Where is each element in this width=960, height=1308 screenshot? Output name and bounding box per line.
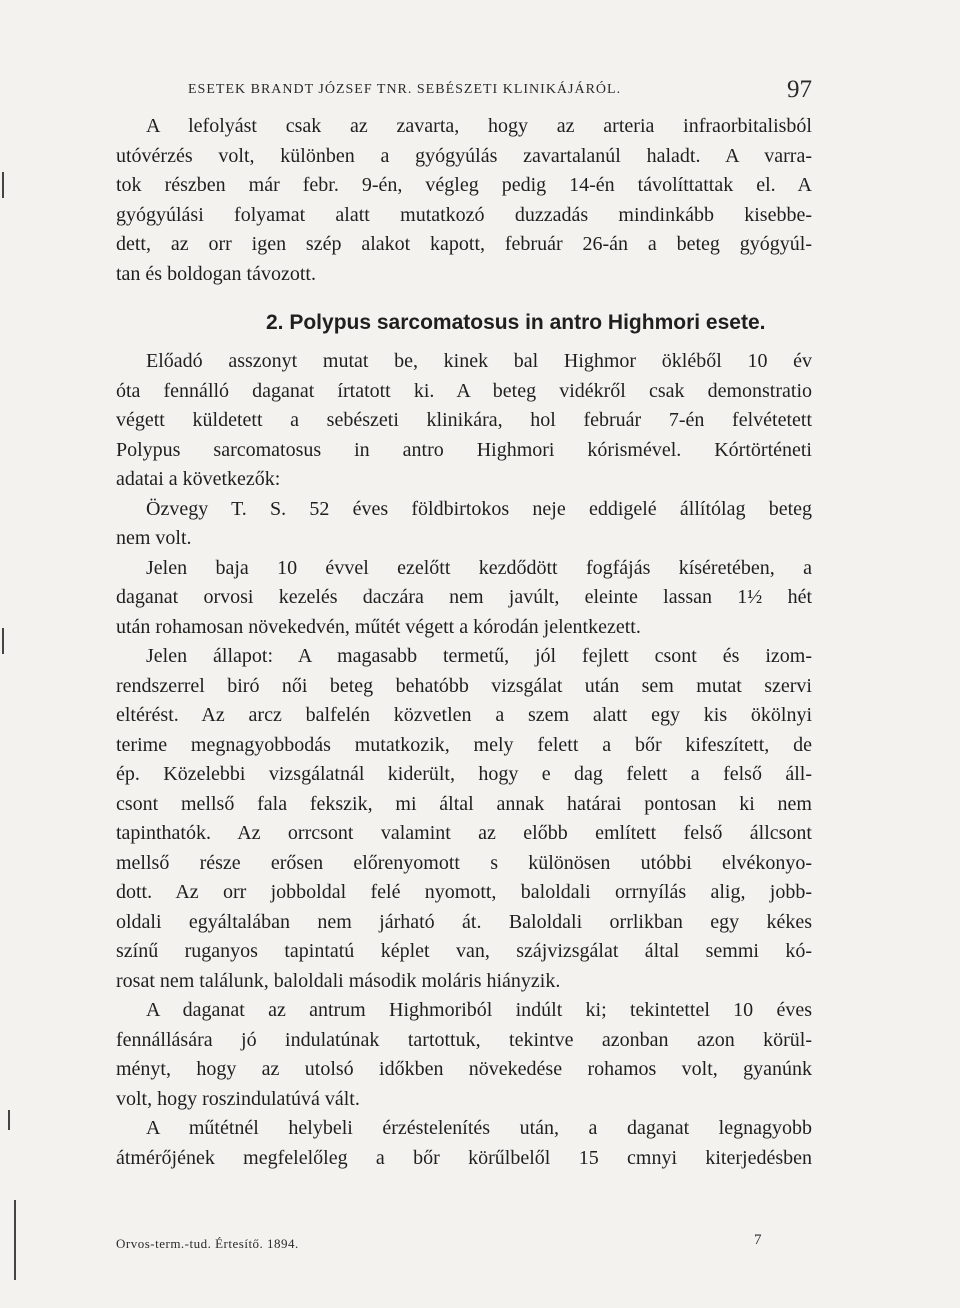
margin-mark bbox=[2, 172, 4, 198]
text-line: Özvegy T. S. 52 éves földbirtokos neje eddigelé állítólag beteg bbox=[146, 497, 812, 520]
text-line: végett küldetett a sebészeti klinikára, hol február 7-én felvétetett bbox=[116, 409, 812, 431]
margin-mark bbox=[14, 1200, 16, 1280]
text-line: átmérőjének megfelelőleg a bőr körűlbelől 15 cmnyi kiterjedésben bbox=[116, 1146, 812, 1169]
text-line: daganat orvosi kezelés daczára nem javúlt, eleinte lassan 1½ hét bbox=[116, 586, 812, 608]
text-line: Előadó asszonyt mutat be, kinek bal Highmor ökléből 10 év bbox=[146, 350, 812, 372]
margin-mark bbox=[8, 1110, 10, 1130]
text-line: rosat nem találunk, baloldali második moláris hiányzik. bbox=[116, 969, 561, 992]
margin-mark bbox=[2, 628, 4, 654]
text-line: tok részben már febr. 9-én, végleg pedig 14-én távolíttattak el. A bbox=[116, 174, 812, 196]
printer-signature: 7 bbox=[754, 1232, 762, 1248]
text-line: A daganat az antrum Highmoriból indúlt ki; tekintettel 10 éves bbox=[146, 999, 812, 1021]
text-line: adatai a következők: bbox=[116, 468, 281, 490]
text-line: után rohamosan növekedvén, műtét végett a kórodán jelentkezett. bbox=[116, 615, 641, 638]
footer-signature-line: Orvos-term.-tud. Értesítő. 1894. bbox=[116, 1236, 299, 1251]
page-body bbox=[116, 112, 812, 1173]
text-line: gyógyúlási folyamat alatt mutatkozó duzzadás mindinkább kisebbe- bbox=[116, 203, 812, 226]
text-line: óta fennálló daganat írtatott ki. A beteg vidékről csak demonstratio bbox=[116, 379, 812, 402]
text-line: nem volt. bbox=[116, 527, 192, 549]
text-line: színű ruganyos tapintatú képlet van, szájvizsgálat által semmi kó- bbox=[116, 940, 812, 962]
text-line: volt, hogy roszindulatúvá vált. bbox=[116, 1087, 360, 1110]
text-line: eltérést. Az arcz balfelén közvetlen a szem alatt egy kis ökölnyi bbox=[116, 704, 812, 726]
text-line: ményt, hogy az utolsó időkben növekedése rohamos volt, gyanúnk bbox=[116, 1058, 812, 1080]
text-line: tapinthatók. Az orrcsont valamint az előbb említett felső állcsont bbox=[116, 822, 812, 844]
text-line: Polypus sarcomatosus in antro Highmori kórismével. Kórtörténeti bbox=[116, 438, 812, 461]
text-line: terime megnagyobbodás mutatkozik, mely felett a bőr kifeszített, de bbox=[116, 733, 812, 756]
text-line: A műtétnél helybeli érzéstelenítés után, a daganat legnagyobb bbox=[146, 1117, 812, 1139]
text-line: csont mellső fala fekszik, mi által annak határai pontosan ki nem bbox=[116, 792, 812, 815]
section-heading: 2. Polypus sarcomatosus in antro Highmori esete. bbox=[266, 311, 766, 334]
text-line: oldali egyáltalában nem járható át. Baloldali orrlikban egy kékes bbox=[116, 910, 812, 933]
running-title: ESETEK BRANDT JÓZSEF TNR. SEBÉSZETI KLINIKÁJÁRÓL. bbox=[188, 82, 622, 97]
text-line: fennállására jó indulatúnak tartottuk, tekintve azonban azon körül- bbox=[116, 1028, 812, 1051]
text-line: ép. Közelebbi vizsgálatnál kiderült, hogy e dag felett a felső áll- bbox=[116, 763, 812, 785]
text-line: Jelen baja 10 évvel ezelőtt kezdődött fogfájás kíséretében, a bbox=[146, 556, 812, 579]
text-line: tan és boldogan távozott. bbox=[116, 262, 316, 285]
text-line: dett, az orr igen szép alakot kapott, február 26-án a beteg gyógyúl- bbox=[116, 233, 812, 255]
text-line: utóvérzés volt, különben a gyógyúlás zavartalanúl haladt. A varra- bbox=[116, 144, 812, 167]
text-line: dott. Az orr jobboldal felé nyomott, baloldali orrnyílás alig, jobb- bbox=[116, 881, 812, 903]
text-line: A lefolyást csak az zavarta, hogy az arteria infraorbitalisból bbox=[146, 115, 812, 137]
page-number: 97 bbox=[787, 76, 812, 103]
text-line: Jelen állapot: A magasabb termetű, jól fejlett csont és izom- bbox=[146, 645, 812, 667]
text-line: rendszerrel biró női beteg behatóbb vizsgálat után sem mutat szervi bbox=[116, 674, 812, 697]
text-line: mellső része erősen előrenyomott s különösen utóbbi elvékonyo- bbox=[116, 851, 812, 874]
